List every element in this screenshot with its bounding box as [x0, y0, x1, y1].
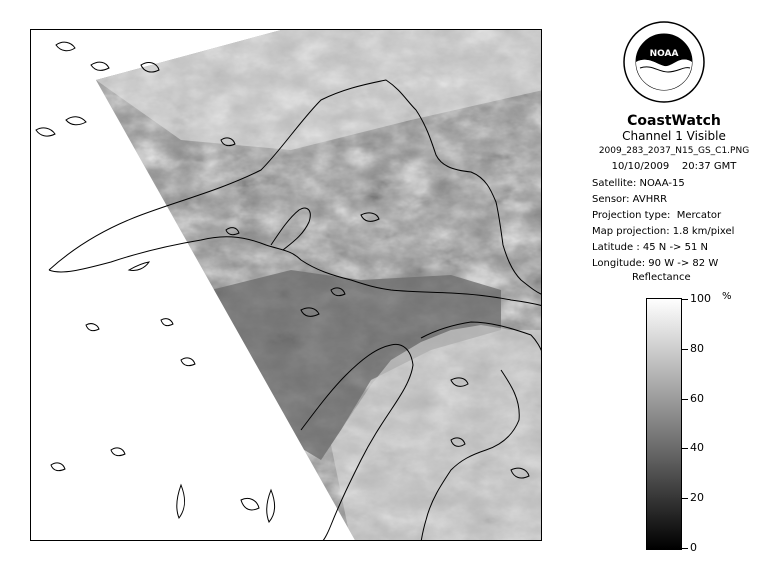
colorbar-tick: [682, 349, 688, 350]
satellite-info: Satellite: NOAA-15: [592, 178, 685, 189]
legend-unit: %: [722, 291, 732, 302]
legend-label: Reflectance: [632, 272, 691, 283]
longitude-info: Longitude: 90 W -> 82 W: [592, 258, 719, 269]
colorbar-tick: [682, 299, 688, 300]
colorbar-tick-label: 40: [690, 441, 704, 455]
colorbar-tick: [682, 399, 688, 400]
map-projection-info: Map projection: 1.8 km/pixel: [592, 226, 735, 237]
colorbar-tick-label: 0: [690, 541, 697, 554]
product-title: CoastWatch: [627, 113, 721, 129]
colorbar-tick: [682, 548, 688, 549]
reflectance-colorbar: [646, 298, 682, 550]
channel-subtitle: Channel 1 Visible: [622, 129, 726, 143]
colorbar-tick-label: 100: [690, 292, 711, 305]
colorbar-tick-label: 60: [690, 391, 704, 405]
file-name: 2009_283_2037_N15_GS_C1.PNG: [598, 146, 750, 156]
latitude-info: Latitude : 45 N -> 51 N: [592, 242, 708, 253]
sensor-info: Sensor: AVHRR: [592, 194, 668, 205]
colorbar-tick-label: 80: [690, 341, 704, 355]
colorbar-tick: [682, 498, 688, 499]
colorbar-tick-label: 20: [690, 491, 704, 505]
satellite-image: [30, 29, 542, 541]
acquisition-datetime: 10/10/2009 20:37 GMT: [611, 161, 737, 172]
projection-type-info: Projection type: Mercator: [592, 210, 722, 221]
noaa-logo: [622, 20, 706, 104]
noaa-logo-text: NOAA: [649, 49, 679, 59]
colorbar-tick: [682, 448, 688, 449]
